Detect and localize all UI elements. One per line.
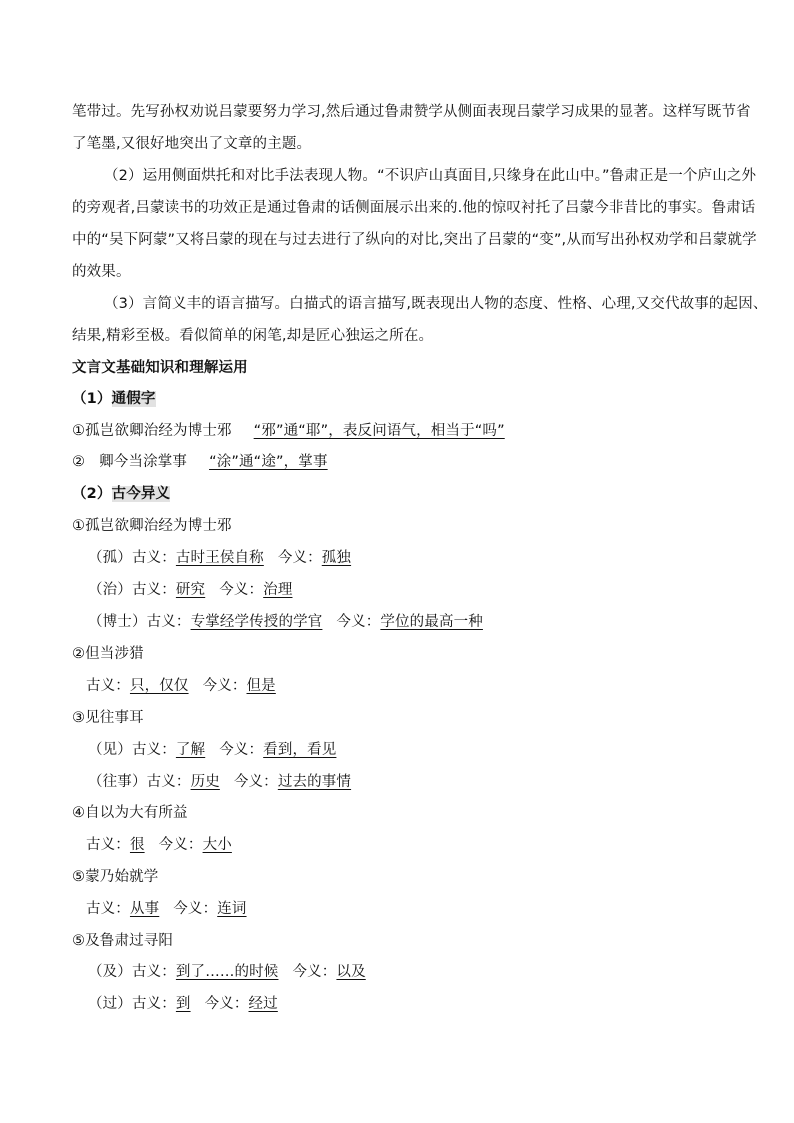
ancient-meaning: 历史 [190,774,220,790]
analysis-line: 中的“吴下阿蒙”又将吕蒙的现在与过去进行了纵向的对比,突出了吕蒙的“变”,从而写出孙权劝学和吕蒙就学 [72,232,757,248]
modern-label: 今义： [158,837,203,853]
ancient-meaning: 从事 [129,901,160,917]
modern-label: 今义： [219,742,264,758]
ancient-meaning: 很 [129,837,145,853]
modern-label: 今义： [219,582,264,598]
ancient-label: 古义： [86,678,130,694]
word: （孤） [88,550,132,566]
ancient-label: 古义： [146,614,191,630]
ancient-label: 古义： [146,774,191,790]
gujin-heading [72,484,170,504]
modern-label: 今义： [292,964,337,980]
modern-label: 今义： [204,996,249,1012]
tongjiazi-item [72,421,505,441]
gujin-item-title: ③见往事耳 [72,710,144,726]
word: （及） [88,964,132,980]
heading-number: （2） [72,486,112,502]
word: （见） [88,742,132,758]
modern-label: 今义： [277,550,322,566]
gujin-item-title: ①孤岂欲卿治经为博士邪 [72,518,232,534]
ancient-label: 古义： [131,582,176,598]
modern-label: 今义： [233,774,278,790]
gujin-word-row [88,612,483,632]
tongjiazi-heading [72,389,156,409]
item-number: ① [72,423,86,439]
item-number: ② [72,454,86,470]
heading-number: （1） [72,391,112,407]
modern-meaning: 学位的最高一种 [380,614,483,630]
ancient-label: 古义： [131,742,176,758]
word: （博士） [88,614,147,630]
ancient-meaning: 研究 [175,582,206,598]
ancient-meaning: 专掌经学传授的学官 [190,614,323,630]
gujin-word-row [86,676,276,696]
analysis-line: （3）言简义丰的语言描写。白描式的语言描写,既表现出人物的态度、性格、心理,又交代故事的起因、 [104,296,768,312]
gujin-word-row [88,994,278,1014]
modern-meaning: 看到，看见 [263,742,337,758]
tongjiazi-item [72,452,328,472]
modern-meaning: 大小 [202,837,232,853]
ancient-label: 古义： [86,837,130,853]
ancient-meaning: 只，仅仅 [129,678,189,694]
analysis-line: 的旁观者,吕蒙读书的功效正是通过鲁肃的话侧面展示出来的.他的惊叹衬托了吕蒙今非昔比的事实。鲁肃话 [72,200,756,216]
modern-meaning: 但是 [246,678,276,694]
modern-label: 今义： [202,678,247,694]
modern-label: 今义： [336,614,381,630]
heading-text: 通假字 [111,391,156,407]
item-note: “邪”通“耶”，表反问语气，相当于“吗” [253,423,505,439]
ancient-meaning: 到了……的时候 [175,964,279,980]
gujin-word-row [86,899,247,919]
gujin-word-row [88,772,351,792]
word: （往事） [88,774,147,790]
gujin-word-row [88,740,336,760]
ancient-meaning: 古时王侯自称 [175,550,264,566]
ancient-meaning: 了解 [175,742,206,758]
gujin-word-row [88,548,351,568]
gujin-word-row [88,580,292,600]
gujin-item-title: ④自以为大有所益 [72,805,188,821]
analysis-line: 笔带过。先写孙权劝说吕蒙要努力学习,然后通过鲁肃赞学从侧面表现吕蒙学习成果的显著。这样写既节省 [72,104,751,120]
gujin-item-title: ⑤及鲁肃过寻阳 [72,933,174,949]
analysis-line: 了笔墨,又很好地突出了文章的主题。 [72,136,312,152]
modern-meaning: 孤独 [321,550,352,566]
ancient-label: 古义： [131,996,176,1012]
item-note: “涂”通“途”，掌事 [209,454,328,470]
gujin-word-row [86,835,232,855]
gujin-item-title: ②但当涉猎 [72,646,144,662]
word: （治） [88,582,132,598]
gujin-word-row [88,962,366,982]
modern-meaning: 以及 [336,964,366,980]
ancient-label: 古义： [131,964,176,980]
modern-meaning: 经过 [248,996,278,1012]
ancient-label: 古义： [86,901,130,917]
word: （过） [88,996,132,1012]
ancient-label: 古义： [131,550,176,566]
section-title: 文言文基础知识和理解运用 [72,360,248,376]
heading-text: 古今异义 [111,486,171,502]
analysis-line: （2）运用侧面烘托和对比手法表现人物。“不识庐山真面目,只缘身在此山中。”鲁肃正是一个庐山之外 [104,168,757,184]
analysis-line: 的效果。 [72,264,131,280]
gujin-item-title: ⑤蒙乃始就学 [72,869,159,885]
item-sentence: 卿今当涂掌事 [99,454,188,470]
item-sentence: 孤岂欲卿治经为博士邪 [85,423,232,439]
ancient-meaning: 到 [175,996,191,1012]
modern-meaning: 过去的事情 [277,774,352,790]
modern-label: 今义： [173,901,218,917]
modern-meaning: 治理 [263,582,293,598]
modern-meaning: 连词 [217,901,247,917]
analysis-line: 结果,精彩至极。看似简单的闲笔,却是匠心独运之所在。 [72,328,434,344]
